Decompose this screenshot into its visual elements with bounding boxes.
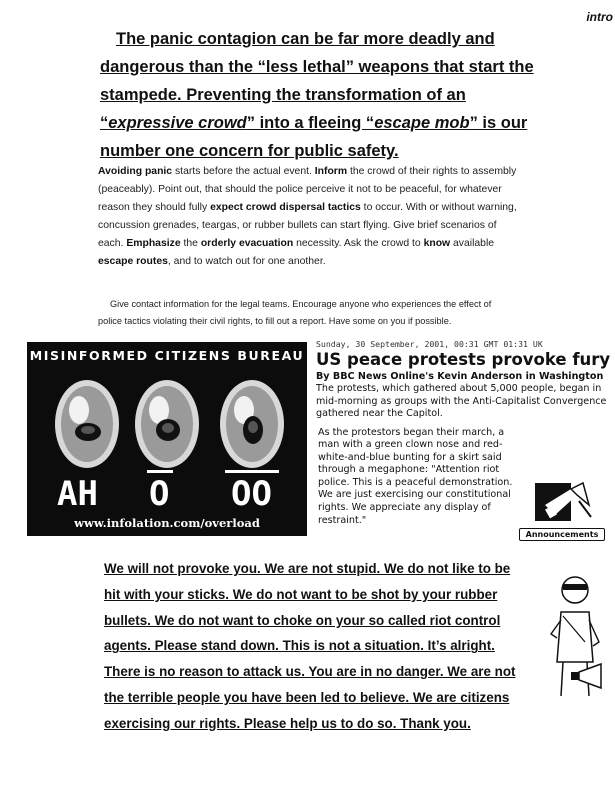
appeal-line: There is no reason to attack us. You are in no danger. We are not [104,664,516,680]
intro-paragraph: Avoiding panic starts before the actual event. Inform the crowd of their rights to assembly (peaceably). Point out, that should the police perceive it not to be peaceful, for whatever reason they should fully expect crowd dispersal tactics to occur. With or without warning, concussion grenades, teargas, or rubber bullets can start flying. Give brief scenarios of each. Emphasize the orderly evacuation necessity. Ask the crowd to know available escape routes, and to watch out for one another. [98,166,517,267]
appeal-statement [104,556,544,737]
headline [100,25,534,165]
news-byline: By BBC News Online's Kevin Anderson in Washington [316,371,604,382]
announcements-label: Announcements [519,528,605,541]
news-paragraph-1: The protests, which gathered about 5,000 people, began in mid-morning as groups with the Anti-Capitalist Convergence gathered near the Capitol. [316,383,607,419]
appeal-line: the terrible people you have been led to believe. We are citizens [104,689,510,705]
headline-connector: ” into a fleeing “ [246,114,375,132]
poster-image [27,342,307,536]
headline-line-2: dangerous than the “less lethal” weapons that start the [100,58,534,76]
headline-tail: ” is our [469,114,528,132]
contact-line-2: police tactics violating their civil rights, to fill out a report. Have some on you if possible. [98,316,452,326]
macron-mark [225,470,279,473]
contact-paragraph [98,296,528,330]
face-icon [52,372,122,472]
poster-url: www.infolation.com/overload [74,516,260,530]
contact-line-1: Give contact information for the legal teams. Encourage anyone who experiences the effect of [110,299,492,309]
headline-line-4 [100,109,530,137]
announcements-badge [519,481,605,541]
poster-letters-oo: OO [231,474,272,514]
poster-title: MISINFORMED CITIZENS BUREAU [29,348,305,363]
protester-with-megaphone-icon [545,572,605,700]
appeal-line: agents. Please stand down. This is not a situation. It’s alright. [104,638,495,654]
escape-mob-term: escape mob [374,114,470,132]
poster-letters-o: O [149,474,170,514]
poster-letters-ah: AH [57,474,98,514]
news-paragraph-2: As the protestors began their march, a man with a green clown nose and red-white-and-blue bunting for a skirt said through a megaphone: "Attention riot police. This is a peaceful demonstration. We are just exercising our constitutional rights. We appreciate any display of restraint." [318,426,513,526]
megaphone-icon [533,481,593,527]
poster-letters [27,470,307,520]
face-icon [217,372,287,472]
news-date: Sunday, 30 September, 2001, 00:31 GMT 01:31 UK [316,339,543,349]
news-headline: US peace protests provoke fury [316,350,611,369]
headline-line-1: The panic contagion can be far more deadly and [116,30,495,48]
appeal-line: bullets. We do not want to choke on your so called riot control [104,612,501,628]
expressive-crowd-term: expressive crowd [108,114,247,132]
appeal-line: hit with your sticks. We do not want to be shot by your rubber [104,586,498,602]
face-icon [132,372,202,472]
headline-line-5: number one concern for public safety. [100,142,399,160]
appeal-line: We will not provoke you. We are not stupid. We do not like to be [104,561,511,576]
appeal-line: exercising our rights. Please help us to do so. Thank you. [104,715,471,731]
quote-open: “ [100,114,109,132]
poster-faces [27,372,307,472]
corner-tag: intro [586,10,613,24]
macron-mark [147,470,173,473]
headline-line-3: stampede. Preventing the transformation of an [100,86,466,104]
